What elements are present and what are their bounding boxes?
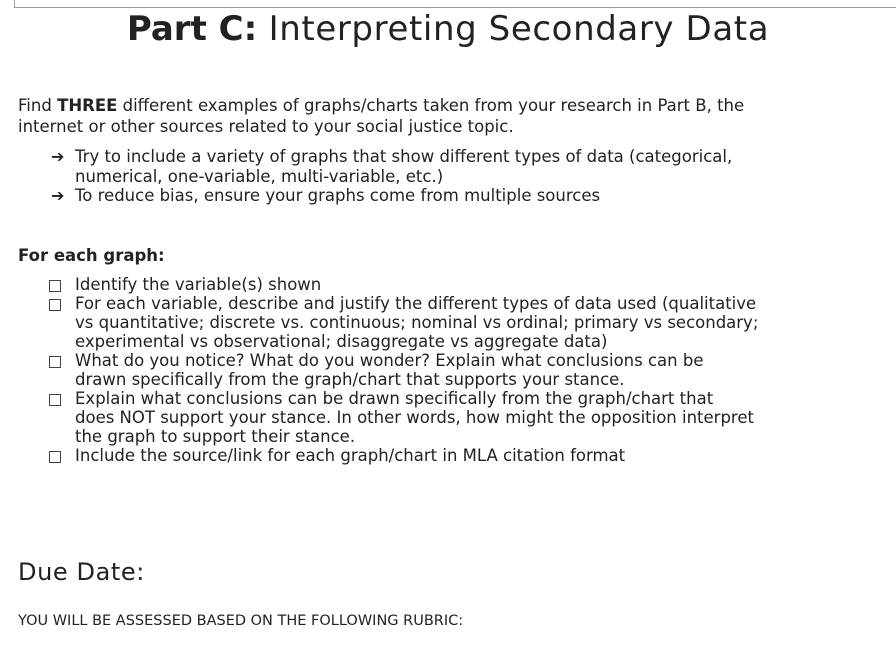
intro-paragraph xyxy=(18,95,894,137)
checklist-item-data-types xyxy=(48,294,896,351)
checkbox-icon xyxy=(49,356,61,368)
requirements-checklist xyxy=(48,275,896,465)
checkbox-icon xyxy=(49,451,61,463)
guidance-line: numerical, one-variable, multi-variable, etc.) xyxy=(75,166,444,186)
checklist-item-citation xyxy=(48,446,896,465)
checklist-line: Include the source/link for each graph/chart in MLA citation format xyxy=(75,446,626,465)
checklist-line: vs quantitative; discrete vs. continuous; nominal vs ordinal; primary vs secondary; xyxy=(75,313,759,332)
title-part-label: Part C: xyxy=(126,9,258,49)
rubric-heading: YOU WILL BE ASSESSED BASED ON THE FOLLOWING RUBRIC: xyxy=(18,613,464,629)
intro-rest: different examples of graphs/charts taken from your research in Part B, the xyxy=(117,96,745,115)
intro-three: THREE xyxy=(57,96,118,115)
guidance-item-bias xyxy=(48,186,888,206)
guidance-item-variety xyxy=(48,147,888,186)
checklist-line: drawn specifically from the graph/chart that supports your stance. xyxy=(75,370,625,389)
guidance-list xyxy=(48,147,888,206)
for-each-graph-heading: For each graph: xyxy=(18,246,165,265)
title-text: Interpreting Secondary Data xyxy=(257,9,770,49)
checklist-item-variables xyxy=(48,275,896,294)
checklist-line: For each variable, describe and justify the different types of data used (qualitative xyxy=(75,294,757,313)
checklist-line: experimental vs observational; disaggregate vs aggregate data) xyxy=(75,332,608,351)
checklist-line: the graph to support their stance. xyxy=(75,427,356,446)
page-title xyxy=(0,6,896,52)
checklist-item-notice-wonder xyxy=(48,351,896,389)
checklist-line: What do you notice? What do you wonder? Explain what conclusions can be xyxy=(75,351,704,370)
arrow-icon: ➔ xyxy=(51,147,65,166)
checkbox-icon xyxy=(49,299,61,311)
checkbox-icon xyxy=(49,394,61,406)
due-date-label: Due Date: xyxy=(18,558,145,586)
guidance-line: Try to include a variety of graphs that show different types of data (categorical, xyxy=(75,147,733,166)
intro-find: Find xyxy=(18,96,58,115)
checklist-item-opposition xyxy=(48,389,896,446)
intro-line-1 xyxy=(18,95,894,116)
checklist-line: Explain what conclusions can be drawn specifically from the graph/chart that xyxy=(75,389,714,408)
arrow-icon: ➔ xyxy=(51,186,65,205)
intro-line-2: internet or other sources related to your social justice topic. xyxy=(18,117,514,136)
checklist-line: does NOT support your stance. In other words, how might the opposition interpret xyxy=(75,408,754,427)
guidance-line: To reduce bias, ensure your graphs come from multiple sources xyxy=(75,186,601,205)
checkbox-icon xyxy=(49,280,61,292)
checklist-line: Identify the variable(s) shown xyxy=(75,275,322,294)
